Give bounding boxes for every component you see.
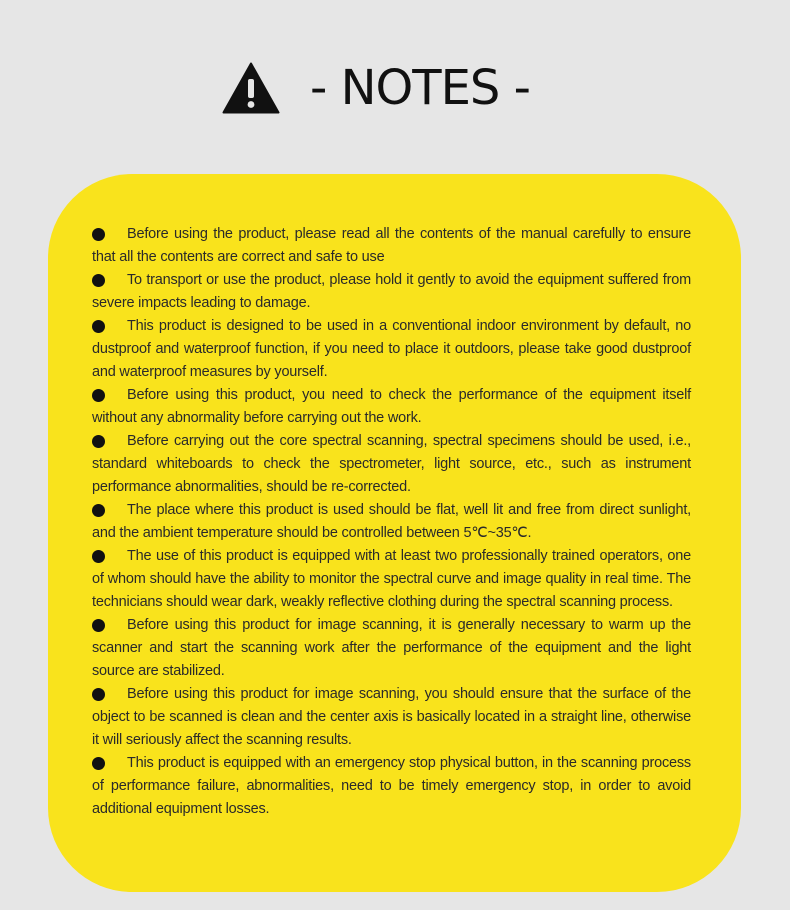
note-item [92,614,691,683]
note-item [92,683,691,752]
note-item [92,384,691,430]
bullet-icon [92,435,105,448]
bullet-icon [92,320,105,333]
note-item [92,315,691,384]
note-text: Before carrying out the core spectral scanning, spectral specimens should be used, i.e., standard whiteboards to check the spectrometer, light source, etc., such as instrument performance abnormalities, should be re-corrected. [92,433,691,495]
note-item [92,499,691,545]
note-item [92,269,691,315]
notes-list [92,223,691,821]
note-text: Before using this product, you need to check the performance of the equipment itself without any abnormality before carrying out the work. [92,387,691,426]
bullet-icon [92,389,105,402]
note-text: The use of this product is equipped with at least two professionally trained operators, one of whom should have the ability to monitor the spectral curve and image quality in real time. The technicians should wear dark, weakly reflective clothing during the spectral scanning process. [92,548,691,610]
note-text: This product is designed to be used in a conventional indoor environment by default, no dustproof and waterproof function, if you need to place it outdoors, please take good dustproof and waterproof measures by yourself. [92,318,691,380]
bullet-icon [92,619,105,632]
note-text: Before using the product, please read all the contents of the manual carefully to ensure that all the contents are correct and safe to use [92,226,691,265]
bullet-icon [92,688,105,701]
bullet-icon [92,757,105,770]
note-text: The place where this product is used should be flat, well lit and free from direct sunlight, and the ambient temperature should be controlled between 5℃~35℃. [92,502,691,541]
page-title: - NOTES - [310,60,530,116]
note-item [92,430,691,499]
note-text: To transport or use the product, please hold it gently to avoid the equipment suffered from severe impacts leading to damage. [92,272,691,311]
bullet-icon [92,274,105,287]
note-item [92,545,691,614]
note-item [92,752,691,821]
warning-icon [222,62,280,114]
bullet-icon [92,550,105,563]
note-text: Before using this product for image scanning, it is generally necessary to warm up the scanner and start the scanning work after the performance of the equipment and the light source are stabilized. [92,617,691,679]
bullet-icon [92,504,105,517]
note-text: This product is equipped with an emergency stop physical button, in the scanning process of performance failure, abnormalities, need to be timely emergency stop, in order to avoid additional equipment losses. [92,755,691,817]
note-item [92,223,691,269]
note-text: Before using this product for image scanning, you should ensure that the surface of the object to be scanned is clean and the center axis is basically located in a straight line, otherwise it will seriously affect the scanning results. [92,686,691,748]
bullet-icon [92,228,105,241]
page-header [0,56,790,120]
